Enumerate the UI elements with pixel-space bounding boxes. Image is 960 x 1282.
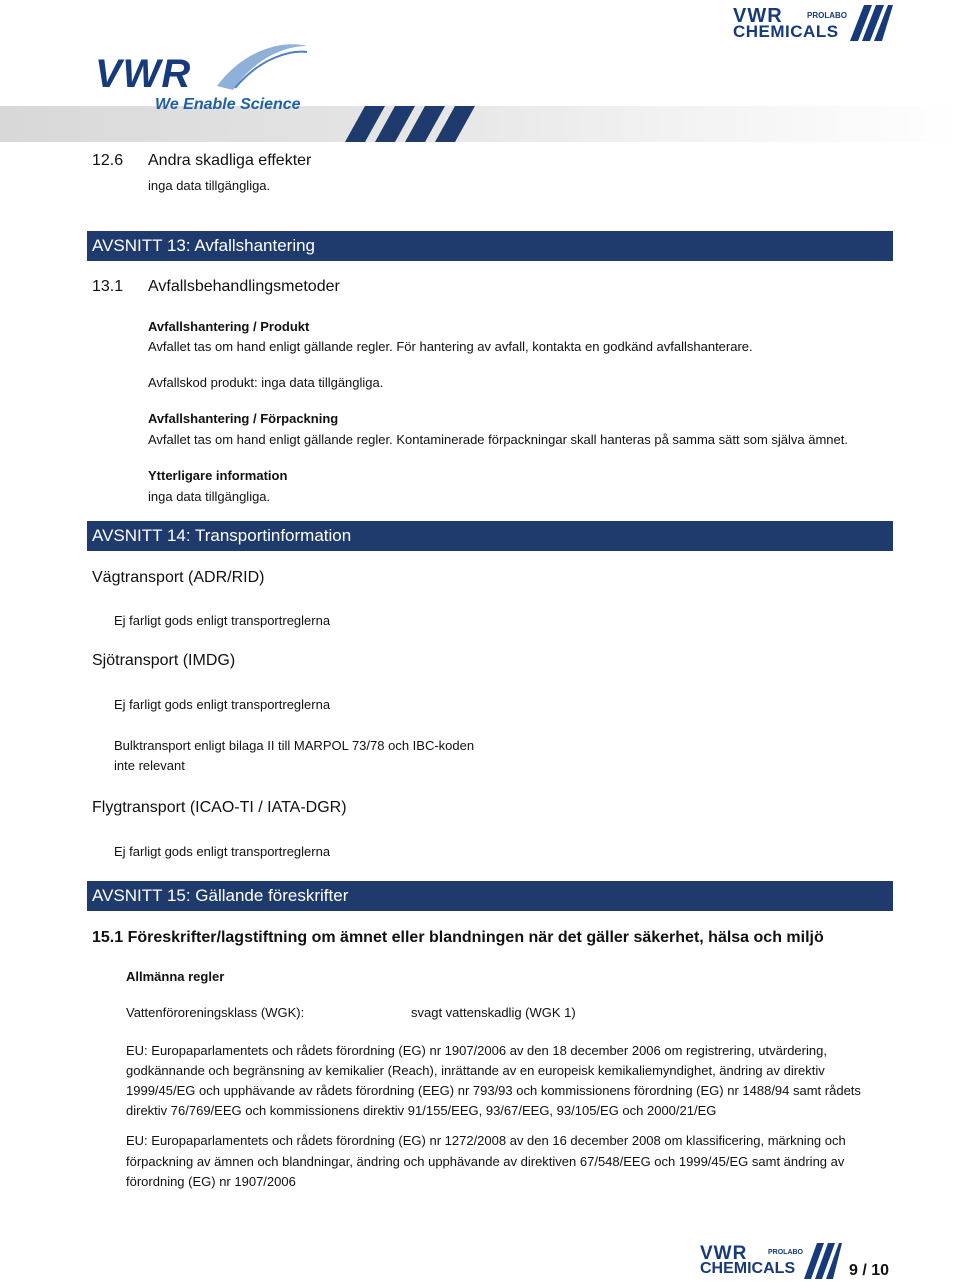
section-12-6-body: inga data tillgängliga. <box>148 178 271 193</box>
air-transport-body: Ej farligt gods enligt transportreglerna <box>114 844 331 859</box>
section-13-1-number: 13.1 <box>92 278 124 295</box>
footer-logo-prolabo: PROLABO <box>768 1249 803 1256</box>
chem-logo-prolabo: PROLABO <box>807 11 847 20</box>
logo-wordmark: VWR <box>95 52 192 96</box>
road-transport-heading: Vägtransport (ADR/RID) <box>92 569 265 586</box>
page-number: 9 / 10 <box>849 1262 890 1279</box>
logo-swoosh-icon <box>215 38 310 93</box>
chem-logo-stripes-icon <box>848 5 893 41</box>
eu-reg-2-line-3: förordning (EG) nr 1907/2006 <box>126 1174 296 1189</box>
section-12-6-title: Andra skadliga effekter <box>148 152 312 169</box>
footer-chemicals-logo <box>700 1243 840 1279</box>
section-13-bar: AVSNITT 13: Avfallshantering <box>87 231 893 261</box>
sea-transport-heading: Sjötransport (IMDG) <box>92 652 236 669</box>
further-info-body: inga data tillgängliga. <box>148 489 271 504</box>
section-14-bar: AVSNITT 14: Transportinformation <box>87 521 893 551</box>
waste-product-code: Avfallskod produkt: inga data tillgängliga. <box>148 375 384 390</box>
chem-logo-chemicals: CHEMICALS <box>733 22 839 41</box>
bulk-transport-body: inte relevant <box>114 758 185 773</box>
general-rules-heading: Allmänna regler <box>126 969 225 984</box>
section-13-1-title: Avfallsbehandlingsmetoder <box>148 278 340 295</box>
logo-tagline: We Enable Science <box>155 96 301 113</box>
section-15-bar: AVSNITT 15: Gällande föreskrifter <box>87 881 893 911</box>
section-12-6-number: 12.6 <box>92 152 124 169</box>
chem-logo-vwr: VWR <box>733 5 783 27</box>
eu-reg-2-line-1: EU: Europaparlamentets och rådets förordning (EG) nr 1272/2008 av den 16 december 2008 om klassificering, märkning och <box>126 1133 846 1148</box>
section-15-1-heading: 15.1 Föreskrifter/lagstiftning om ämnet eller blandningen när det gäller säkerhet, hälsa och miljö <box>92 929 824 946</box>
eu-reg-2-line-2: förpackning av ämnen och blandningar, ändring och upphävande av direktiven 67/548/EEG och 1999/45/EG samt ändring av <box>126 1154 845 1169</box>
waste-product-heading: Avfallshantering / Produkt <box>148 319 310 334</box>
eu-reg-1-line-3: 1999/45/EG och upphävande av rådets förordning (EEG) nr 793/93 och kommissionens förordning (EG) nr 1488/94 samt rådets <box>126 1083 861 1098</box>
header-band <box>0 106 960 142</box>
sea-transport-body: Ej farligt gods enligt transportreglerna <box>114 697 331 712</box>
bulk-transport-heading: Bulktransport enligt bilaga II till MARPOL 73/78 och IBC-koden <box>114 738 475 753</box>
wgk-label: Vattenföroreningsklass (WGK): <box>126 1005 305 1020</box>
waste-product-body: Avfallet tas om hand enligt gällande regler. För hantering av avfall, kontakta en godkänd avfallshanterare. <box>148 339 753 354</box>
waste-packaging-body: Avfallet tas om hand enligt gällande regler. Kontaminerade förpackningar skall hanteras på samma sätt som själva ämnet. <box>148 432 848 447</box>
road-transport-body: Ej farligt gods enligt transportreglerna <box>114 613 331 628</box>
eu-reg-1-line-2: godkännande och begränsning av kemikalier (Reach), inrättande av en europeisk kemikaliemyndighet, ändring av direktiv <box>126 1063 825 1078</box>
footer-logo-chemicals: CHEMICALS <box>700 1260 796 1277</box>
waste-packaging-heading: Avfallshantering / Förpackning <box>148 411 339 426</box>
header-stripes-graphic <box>340 106 480 142</box>
wgk-value: svagt vattenskadlig (WGK 1) <box>411 1005 576 1020</box>
footer-logo-vwr: VWR <box>700 1243 748 1264</box>
footer-logo-stripes-icon <box>802 1243 842 1279</box>
air-transport-heading: Flygtransport (ICAO-TI / IATA-DGR) <box>92 799 347 816</box>
further-info-heading: Ytterligare information <box>148 468 288 483</box>
vwr-chemicals-logo <box>733 5 893 41</box>
eu-reg-1-line-4: direktiv 76/769/EEG och kommissionens direktiv 91/155/EEG, 93/67/EEG, 93/105/EG och 2000/21/EG <box>126 1103 717 1118</box>
eu-reg-1-line-1: EU: Europaparlamentets och rådets förordning (EG) nr 1907/2006 av den 18 december 2006 om registrering, utvärdering, <box>126 1043 827 1058</box>
